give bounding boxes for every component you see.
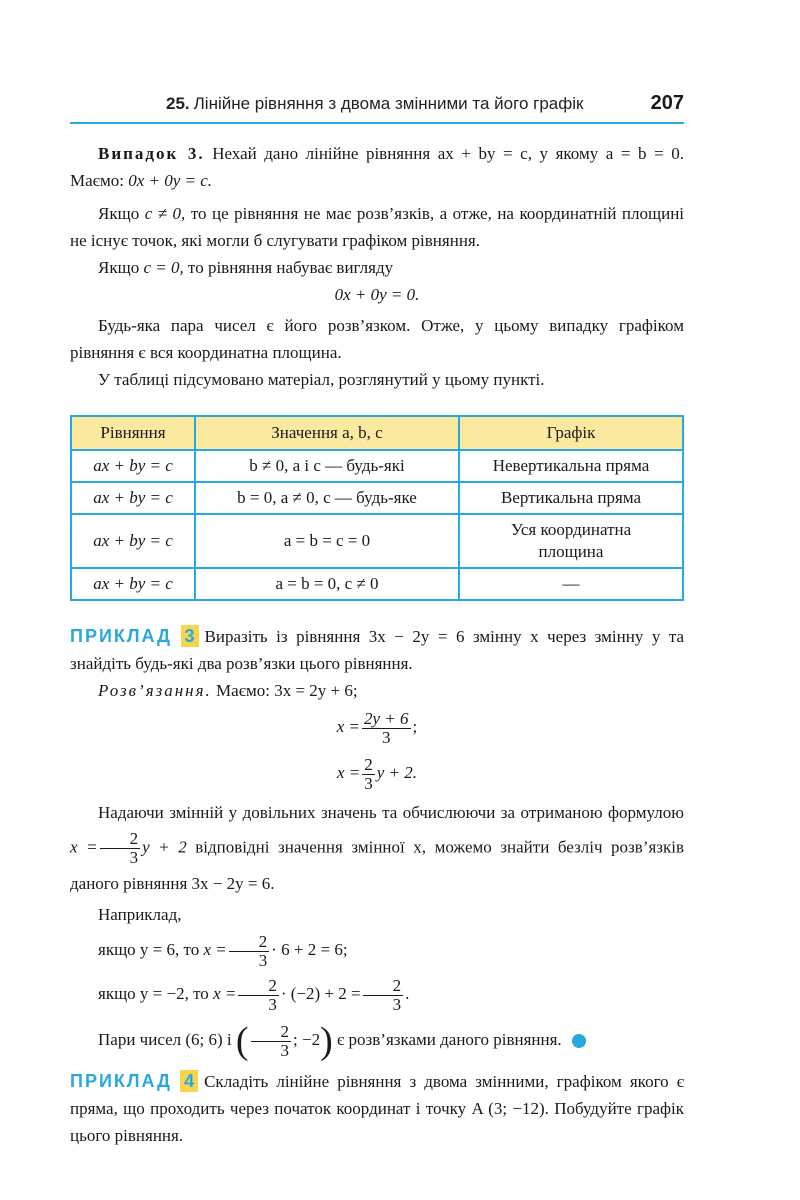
example3-label: ПРИКЛАД xyxy=(70,626,172,646)
table-header-row xyxy=(71,416,683,450)
formula-end: ; xyxy=(412,717,418,736)
example4-task xyxy=(70,1068,684,1149)
page-content xyxy=(70,140,684,1149)
pairs-tail: ; −2 xyxy=(293,1030,321,1049)
formula-end: y + 2. xyxy=(376,763,418,782)
fraction-denominator: 3 xyxy=(129,848,139,867)
table-cell: b ≠ 0, a і c — будь-які xyxy=(195,450,459,482)
case-b-line xyxy=(70,972,684,1016)
formula-lhs: x = xyxy=(336,717,360,736)
formula-lhs: x = xyxy=(336,763,361,782)
header-rule xyxy=(70,122,684,124)
table-cell: Невертикальна пряма xyxy=(459,450,683,482)
c-zero-rest: то рівняння набуває вигляду xyxy=(187,258,394,277)
fraction-denominator: 3 xyxy=(280,1040,290,1060)
close-paren: ) xyxy=(320,1020,333,1063)
for-example-line: Наприклад, xyxy=(98,905,182,924)
fraction-denominator: 3 xyxy=(258,950,268,970)
case-b-lhs: x = xyxy=(213,984,237,1003)
case-b-start: якщо y = −2, то xyxy=(98,984,209,1003)
open-paren: ( xyxy=(235,1020,249,1063)
fraction-numerator: 2y + 6 xyxy=(364,708,409,728)
table-cell: ax + by = c xyxy=(71,482,195,514)
c-zero-start: Якщо xyxy=(98,258,140,277)
inline-formula-end: y + 2 xyxy=(142,837,187,857)
case3-paragraph xyxy=(70,140,684,194)
fraction-numerator: 2 xyxy=(363,977,404,996)
c-nonzero-paragraph xyxy=(70,200,684,254)
example3-task-text: Виразіть із рівняння 3x − 2y = 6 змінну x через змінну y та знайдіть будь-які два розв’язки цього рівняння. xyxy=(70,627,685,673)
pairs-line xyxy=(70,1016,684,1064)
case-a-line xyxy=(70,928,684,972)
case-a-end: · 6 + 2 = 6; xyxy=(271,940,348,959)
fraction-denominator: 3 xyxy=(392,994,402,1014)
fraction-numerator: 2 xyxy=(238,977,279,996)
running-title xyxy=(166,94,583,114)
table-cell: ax + by = c xyxy=(71,450,195,482)
section-title: Лінійне рівняння з двома змінними та його графік xyxy=(193,94,584,113)
fraction xyxy=(363,977,404,1014)
table-intro-paragraph: У таблиці підсумовано матеріал, розглянутий у цьому пункті. xyxy=(98,370,545,389)
fraction xyxy=(362,710,411,747)
example3-number-badge: 3 xyxy=(181,625,199,647)
formula-x-fraction xyxy=(70,704,684,750)
fraction-numerator: 2 xyxy=(100,830,141,849)
example4-label: ПРИКЛАД xyxy=(70,1071,172,1091)
solution-text: Маємо: 3x = 2y + 6; xyxy=(216,681,358,700)
explanation-paragraph xyxy=(70,796,684,901)
formula-x-linear xyxy=(70,750,684,796)
inline-formula-lhs: x = xyxy=(70,837,98,857)
explanation-end: відповідні значення змінної x, можемо знайти безліч розв’язків даного рівняння 3x − 2y = 6. xyxy=(70,837,684,893)
case3-lead: Випадок 3. xyxy=(98,144,205,163)
example3-task xyxy=(70,623,684,677)
fraction-denominator: 3 xyxy=(268,994,277,1014)
end-of-solution-dot-icon xyxy=(572,1034,586,1048)
explanation-start: Надаючи змінній y довільних значень та обчислюючи за отриманою формулою xyxy=(98,803,684,822)
example4-task-text: Складіть лінійне рівняння з двома змінними, графіком якого є пряма, що проходить через початок координат і точку A (3; −12). Побудуйте графік цього рівняння. xyxy=(70,1072,684,1145)
c-nonzero-cond: c ≠ 0, xyxy=(144,204,186,223)
table-cell: a = b = c = 0 xyxy=(195,514,459,568)
fraction xyxy=(100,830,141,867)
case3-text: Нехай дано лінійне рівняння ax + by = c, у якому a = b = 0. Маємо: xyxy=(70,144,684,190)
table-cell: Вертикальна пряма xyxy=(459,482,683,514)
table-row xyxy=(71,514,683,568)
fraction-numerator: 2 xyxy=(364,754,373,774)
case-b-end: . xyxy=(405,984,410,1003)
case-b-mid: · (−2) + 2 = xyxy=(280,984,361,1003)
table-header: Рівняння xyxy=(71,416,195,450)
table-cell: a = b = 0, c ≠ 0 xyxy=(195,568,459,600)
fraction-denominator: 3 xyxy=(382,727,391,747)
fraction-numerator: 2 xyxy=(251,1023,292,1042)
fraction-numerator: 2 xyxy=(229,933,270,952)
summary-table xyxy=(70,415,684,601)
table-header: Графік xyxy=(459,416,683,450)
c-zero-formula: 0x + 0y = 0. xyxy=(334,285,420,304)
example3-solution-line xyxy=(70,677,684,704)
c-zero-paragraph xyxy=(70,254,684,281)
fraction xyxy=(251,1023,292,1060)
pairs-end: є розв’язками даного рівняння. xyxy=(337,1030,562,1049)
page-header xyxy=(70,90,684,124)
table-row xyxy=(71,568,683,600)
case3-equation: 0x + 0y = c. xyxy=(128,171,213,190)
table-cell: b = 0, a ≠ 0, c — будь-яке xyxy=(195,482,459,514)
fraction xyxy=(238,977,279,1014)
fraction-denominator: 3 xyxy=(364,773,373,793)
table-cell: Уся координатна площина xyxy=(459,514,683,568)
example4-number-badge: 4 xyxy=(180,1070,198,1092)
case-a-start: якщо y = 6, то xyxy=(98,940,200,959)
section-number: 25. xyxy=(166,94,190,113)
page-number: 207 xyxy=(650,92,684,114)
c-zero-cond: c = 0, xyxy=(143,258,184,277)
table-row xyxy=(71,482,683,514)
fraction xyxy=(362,756,375,793)
c-nonzero-start: Якщо xyxy=(98,204,140,223)
table-cell: ax + by = c xyxy=(71,568,195,600)
table-cell: — xyxy=(459,568,683,600)
case-a-lhs: x = xyxy=(203,940,227,959)
c-nonzero-rest: то це рівняння не має розв’язків, а отже, на координатній площині не існує точок, які могли б слугувати графіком рівняння. xyxy=(70,204,685,250)
solution-label: Розв’язання. xyxy=(98,681,212,700)
pairs-start: Пари чисел (6; 6) і xyxy=(98,1030,232,1049)
fraction xyxy=(229,933,270,970)
table-row xyxy=(71,450,683,482)
table-header: Значення a, b, c xyxy=(195,416,459,450)
any-pair-paragraph: Будь-яка пара чисел є його розв’язком. Отже, у цьому випадку графіком рівняння є вся координатна площина. xyxy=(70,316,684,362)
table-cell: ax + by = c xyxy=(71,514,195,568)
